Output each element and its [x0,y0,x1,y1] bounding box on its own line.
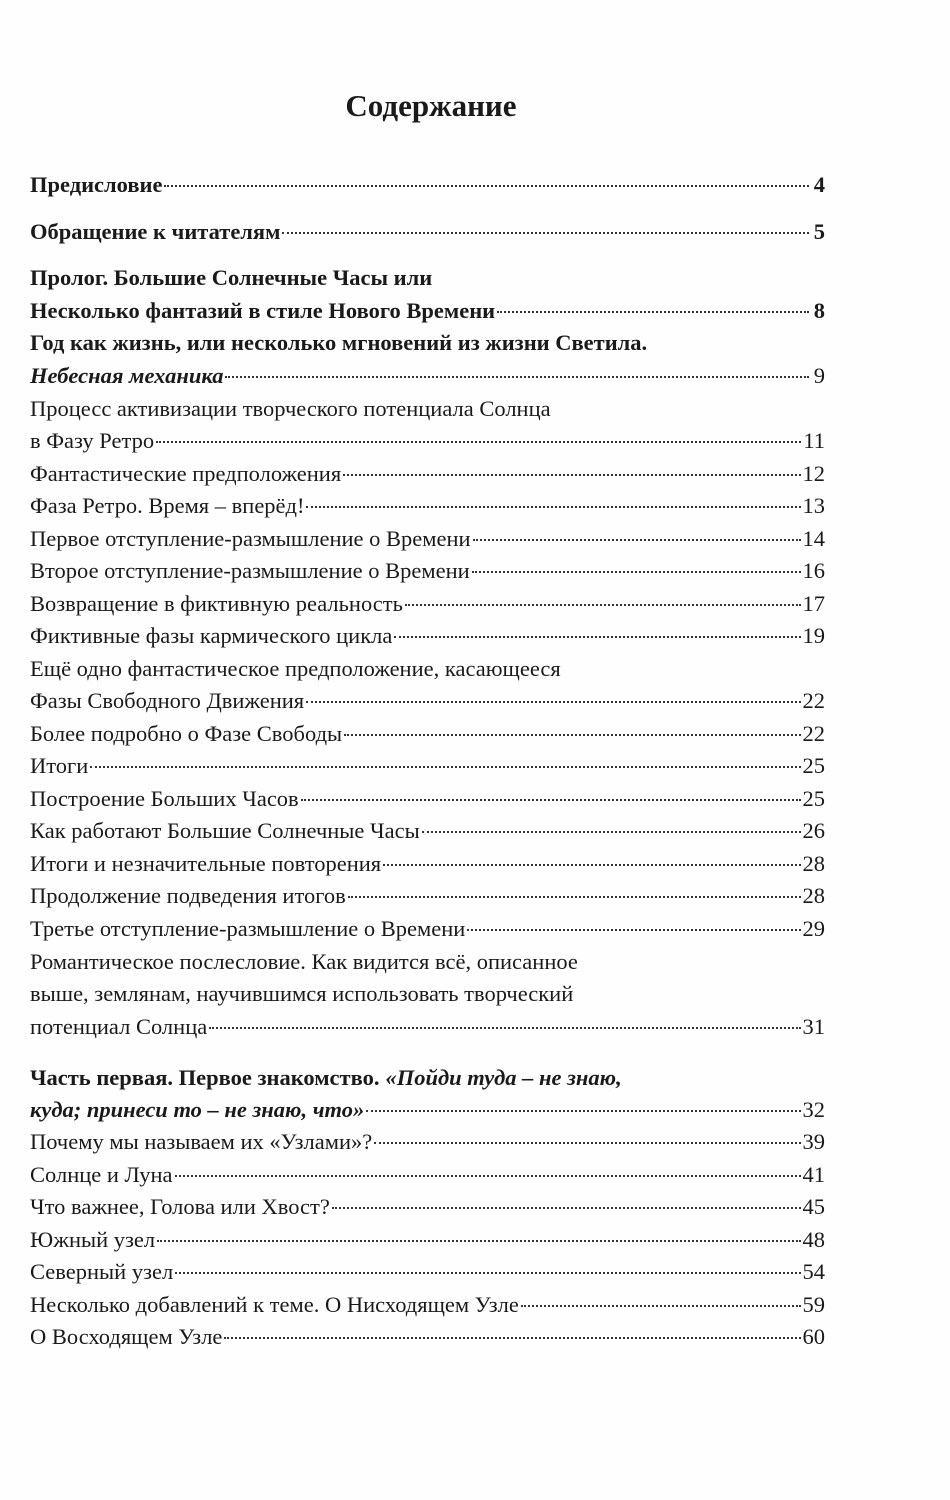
toc-entry [30,654,825,684]
toc-entry [30,784,825,814]
dot-leader [209,1027,800,1029]
dot-leader [472,571,801,573]
page-number: 59 [802,1292,825,1317]
page-number: 13 [802,493,825,518]
toc-entry [30,394,825,424]
dot-leader [90,766,800,768]
entry-title: Итоги [30,753,89,778]
toc-entry [30,1192,825,1222]
dot-leader [405,604,801,606]
toc-entry [30,1322,825,1352]
page-number: 60 [802,1324,825,1349]
entry-title: Построение Больших Часов [30,786,299,811]
toc-entry [30,556,825,586]
dot-leader [467,929,800,931]
toc-entry [30,361,825,391]
toc-entry [30,751,825,781]
entry-title: Несколько добавлений к теме. О Нисходящем Узле [30,1292,519,1317]
entry-title: Солнце и Луна [30,1162,173,1187]
page-number: 45 [802,1194,825,1219]
entry-title: Предисловие [30,172,163,197]
toc-entry [30,328,825,358]
dot-leader [366,1110,800,1112]
toc-entry [30,1290,825,1320]
page-number: 48 [802,1227,825,1252]
dot-leader [374,1142,800,1144]
dot-leader [175,1272,800,1274]
page-number: 16 [802,558,825,583]
toc-entry [30,881,825,911]
entry-title: Фиктивные фазы кармического цикла [30,623,393,648]
entry-title: Как работают Большие Солнечные Часы [30,818,420,843]
page-number: 14 [802,526,825,551]
page-number: 9 [813,363,825,388]
entry-title: Несколько фантазий в стиле Нового Времени [30,298,496,323]
entry-title: Северный узел [30,1259,174,1284]
dot-leader [383,864,800,866]
dot-leader [282,232,809,234]
page-number: 41 [802,1162,825,1187]
page-number: 26 [802,818,825,843]
dot-leader [497,311,809,313]
page-number: 32 [802,1097,825,1122]
toc-entry [30,686,825,716]
dot-leader [473,539,801,541]
toc-entry [30,1127,825,1157]
page-number: 4 [813,172,825,197]
toc-entry [30,296,825,326]
page-number: 25 [802,786,825,811]
entry-title: Почему мы называем их «Узлами»? [30,1129,373,1154]
entry-title: в Фазу Ретро [30,428,155,453]
entry-title: О Восходящем Узле [30,1324,223,1349]
entry-title: Возвращение в фиктивную реальность [30,591,403,616]
entry-title: Продолжение подведения итогов [30,883,346,908]
page-number: 39 [802,1129,825,1154]
entry-title: куда; принеси то – не знаю, что» [30,1097,365,1122]
toc-entry [30,491,825,521]
toc-entry [30,914,825,944]
page-number: 28 [802,883,825,908]
dot-leader [344,734,800,736]
toc-entry [30,816,825,846]
dot-leader [301,799,801,801]
dot-leader [157,1240,800,1242]
dot-leader [343,474,800,476]
entry-title: Пролог. Большие Солнечные Часы или [30,265,433,290]
dot-leader [224,1337,800,1339]
toc-entry [30,947,825,977]
entry-title: Итоги и незначительные повторения [30,851,382,876]
dot-leader [306,701,800,703]
dot-leader [175,1175,801,1177]
entry-title: Обращение к читателям [30,219,281,244]
page-number: 5 [813,219,825,244]
toc-entry [30,426,825,456]
toc-entry [30,849,825,879]
entry-title: Процесс активизации творческого потенциала Солнца [30,396,551,421]
page-number: 8 [813,298,825,323]
entry-title: Что важнее, Голова или Хвост? [30,1194,330,1219]
page-number: 29 [802,916,825,941]
toc-entry [30,1012,825,1042]
dot-leader [225,376,809,378]
toc-entry [30,459,825,489]
entry-title: Третье отступление-размышление о Времени [30,916,466,941]
toc-entry [30,217,825,247]
toc-entry [30,719,825,749]
toc-entry [30,263,825,293]
page-number: 17 [802,591,825,616]
entry-title: Часть первая. Первое знакомство. [30,1065,380,1090]
toc-entry [30,621,825,651]
entry-title: Фаза Ретро. Время – вперёд! [30,493,305,518]
page-number: 22 [802,688,825,713]
toc-entry [30,1063,825,1093]
entry-title: Более подробно о Фазе Свободы [30,721,343,746]
page-number: 31 [802,1014,825,1039]
toc-entry [30,979,825,1009]
entry-title: Второе отступление-размышление о Времени [30,558,470,583]
entry-title: Первое отступление-размышление о Времени [30,526,471,551]
page-number: 19 [802,623,825,648]
dot-leader [156,441,801,443]
toc-entry [30,524,825,554]
entry-title: Романтическое послесловие. Как видится всё, описанное [30,949,578,974]
page-title: Содержание [345,88,517,123]
page-number: 25 [802,753,825,778]
toc-entry [30,1257,825,1287]
dot-leader [422,831,801,833]
entry-title: Ещё одно фантастическое предположение, касающееся [30,656,561,681]
entry-title-quote: «Пойди туда – не знаю, [385,1065,622,1090]
page-number: 11 [803,428,825,453]
page-number: 22 [802,721,825,746]
toc-entry [30,589,825,619]
toc-entry [30,170,825,200]
toc-entry [30,1225,825,1255]
entry-title: Небесная механика [30,363,224,388]
dot-leader [332,1207,801,1209]
entry-title: Год как жизнь, или несколько мгновений из жизни Светила. [30,330,648,355]
entry-title: Фазы Свободного Движения [30,688,305,713]
page-number: 28 [802,851,825,876]
entry-title: потенциал Солнца [30,1014,208,1039]
page-number: 54 [802,1259,825,1284]
toc-entry [30,1095,825,1125]
entry-title: Фантастические предположения [30,461,342,486]
dot-leader [394,636,800,638]
dot-leader [164,185,809,187]
dot-leader [348,896,801,898]
toc-entry [30,1160,825,1190]
page-number: 12 [802,461,825,486]
entry-title: выше, землянам, научившимся использовать творческий [30,981,574,1006]
dot-leader [521,1305,801,1307]
entry-title: Южный узел [30,1227,156,1252]
dot-leader [306,506,800,508]
